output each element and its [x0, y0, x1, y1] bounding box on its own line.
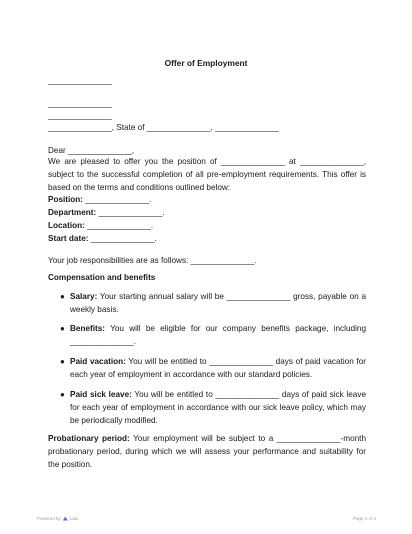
greeting: Dear ______________, — [48, 146, 135, 155]
field-value: ______________. — [84, 221, 154, 230]
list-item-benefits — [48, 322, 366, 348]
bullet-text: You will be entitled to ______________ days of paid sick leave for each year of employment in accordance with our sick leave policy, which may be periodically modified. — [70, 390, 366, 426]
field-value: ______________. — [83, 195, 152, 204]
bullet-text: Your starting annual salary will be ______________ gross, payable on a weekly basis. — [70, 292, 366, 315]
field-label: Start date: — [48, 234, 89, 243]
address-line-1: ______________ — [48, 76, 112, 85]
compensation-heading: Compensation and benefits — [48, 273, 156, 282]
address-line-2: ______________ — [48, 99, 112, 108]
probation-paragraph — [48, 432, 366, 472]
field-value: ______________. — [96, 208, 165, 217]
bullet-text: You will be entitled to ______________ days of paid vacation for each year of employment in accordance with our standard policies. — [70, 357, 366, 380]
field-position — [48, 195, 151, 205]
intro-paragraph: We are pleased to offer you the position of ______________ at ______________, subject to the successful completion of all pre-employment requirements. This offer is based on the terms and conditions outlined below: — [48, 157, 366, 193]
bullet-icon: ● — [60, 357, 65, 366]
document-title: Offer of Employment — [164, 58, 248, 68]
field-label: Location: — [48, 221, 85, 230]
bullet-text: You will be eligible for our company benefits package, including ______________. — [70, 324, 366, 347]
probation-text: Your employment will be subject to a ______________-month probationary period, during which we will assess your performance and suitability for the position. — [48, 434, 366, 470]
bullet-label: Salary: — [70, 292, 98, 301]
list-item-paid-vacation — [48, 355, 366, 381]
powered-by-label: Powered by — [37, 516, 61, 521]
bullet-label: Paid vacation: — [70, 357, 126, 366]
address-line-3: ______________ — [48, 111, 112, 120]
field-department — [48, 208, 165, 218]
bullet-icon: ● — [60, 292, 65, 301]
bullet-label: Paid sick leave: — [70, 390, 132, 399]
page-number: Page 1 of 2 — [352, 516, 376, 521]
responsibilities-line: Your job responsibilities are as follows: ______________. — [48, 256, 257, 265]
field-label: Position: — [48, 195, 84, 204]
list-item-paid-sick-leave — [48, 388, 366, 428]
bullet-icon: ● — [60, 324, 65, 333]
field-value: ______________. — [88, 234, 157, 243]
lalo-logo-icon — [63, 517, 68, 521]
field-label: Department: — [48, 208, 97, 217]
powered-by-footer — [37, 516, 78, 521]
field-start-date — [48, 234, 157, 244]
bullet-label: Benefits: — [70, 324, 106, 333]
bullet-icon: ● — [60, 390, 65, 399]
field-location — [48, 221, 153, 231]
probation-label: Probationary period: — [48, 434, 130, 443]
city-state-line: ______________, State of ______________, ______________ — [48, 123, 279, 132]
brand-name: Lalo — [69, 516, 79, 521]
list-item-salary — [48, 290, 366, 316]
